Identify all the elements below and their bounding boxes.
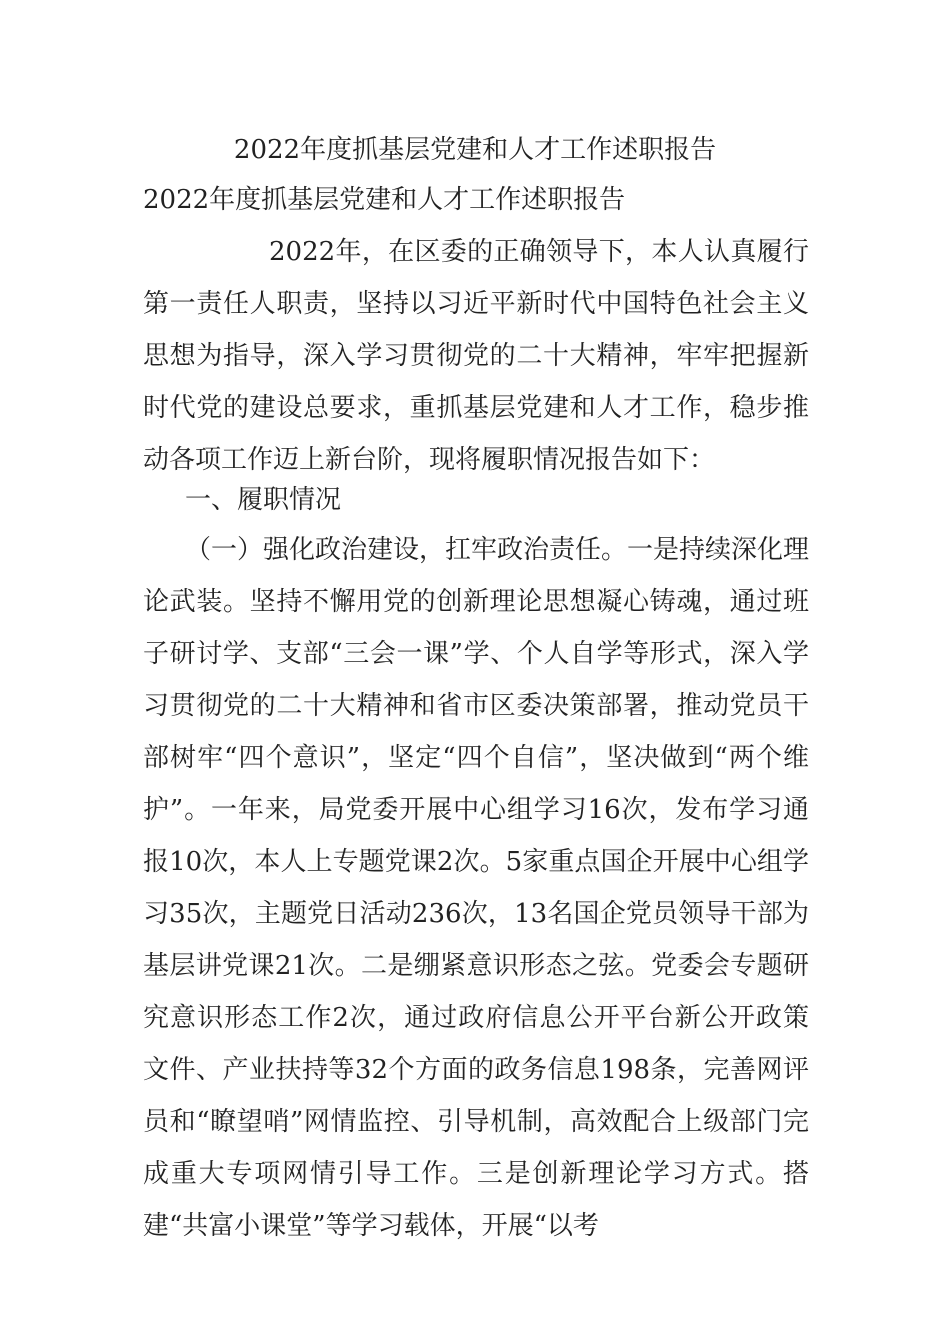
section-one-paragraph: （一）强化政治建设，扛牢政治责任。一是持续深化理论武装。坚持不懈用党的创新理论思想凝心铸魂，通过班子研讨学、支部“三会一课”学、个人自学等形式，深入学习贯彻党的二十大精神和省市区委决策部署，推动党员干部树牢“四个意识”，坚定“四个自信”，坚决做到“两个维护”。一年来，局党委开展中心组学习16次，发布学习通报10次，本人上专题党课2次。5家重点国企开展中心组学习35次，主题党日活动236次，13名国企党员领导干部为基层讲党课21次。二是绷紧意识形态之弦。党委会专题研究意识形态工作2次，通过政府信息公开平台新公开政策文件、产业扶持等32个方面的政务信息198条，完善网评员和“瞭望哨”网情监控、引导机制，高效配合上级部门完成重大专项网情引导工作。三是创新理论学习方式。搭建“共富小课堂”等学习载体，开展“以考 [143, 535, 810, 1241]
document-title-left: 2022年度抓基层党建和人才工作述职报告 [143, 185, 626, 215]
section-heading: 一、履职情况 [185, 485, 342, 515]
document-title-centered: 2022年度抓基层党建和人才工作述职报告 [233, 135, 717, 165]
intro-paragraph: 2022年，在区委的正确领导下，本人认真履行第一责任人职责，坚持以习近平新时代中国特色社会主义思想为指导，深入学习贯彻党的二十大精神，牢牢把握新时代党的建设总要求，重抓基层党建和人才工作，稳步推动各项工作迈上新台阶，现将履职情况报告如下： [143, 237, 809, 475]
